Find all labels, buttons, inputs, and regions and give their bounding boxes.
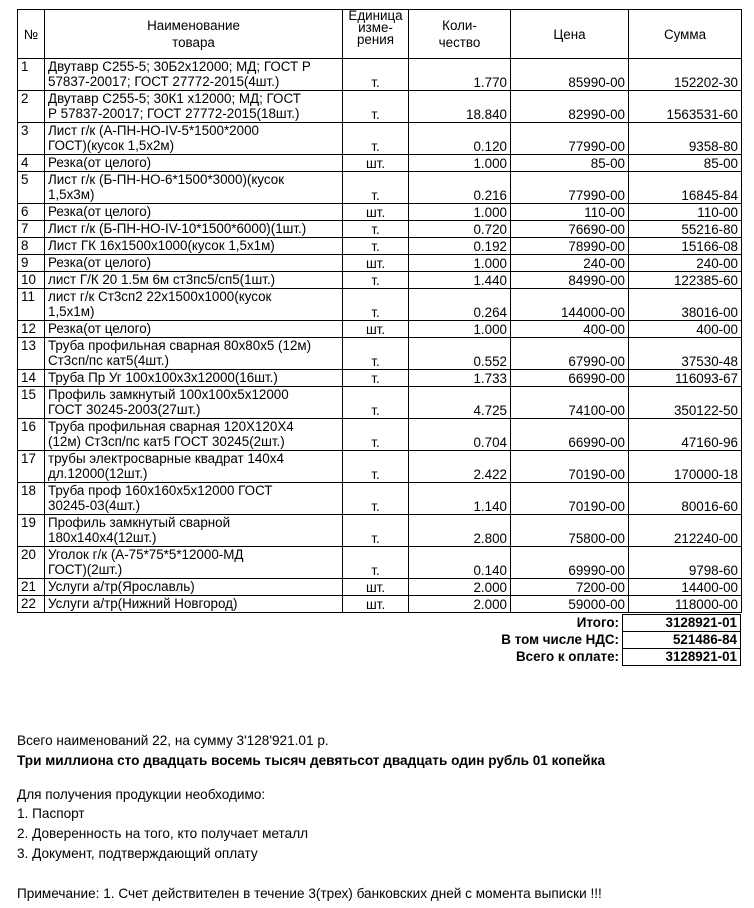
table-row: [18, 547, 742, 579]
requirement-item: 1. Паспорт: [17, 806, 85, 821]
row-quantity: 0.704: [409, 419, 511, 451]
totals-row-nds: [326, 632, 741, 649]
itogo-label: Итого:: [576, 615, 619, 630]
header-unit: Единица изме- рения: [343, 10, 409, 59]
row-unit: шт.: [343, 579, 409, 596]
row-sum: 14400-00: [629, 579, 742, 596]
row-number: 19: [18, 515, 45, 547]
row-price: 85-00: [511, 155, 629, 172]
table-row: [18, 272, 742, 289]
row-quantity: 18.840: [409, 91, 511, 123]
row-unit: т.: [343, 338, 409, 370]
row-unit: шт.: [343, 321, 409, 338]
row-quantity: 1.000: [409, 321, 511, 338]
itogo-value: 3128921-01: [623, 615, 741, 632]
row-quantity: 1.733: [409, 370, 511, 387]
row-price: 85990-00: [511, 59, 629, 91]
row-item-name: Труба профильная сварная 80х80х5 (12м) Ст3сп/пс кат5(4шт.): [45, 338, 343, 370]
summary-words-line: Три миллиона сто двадцать восемь тысяч девятьсот двадцать один рубль 01 копейка: [17, 753, 606, 768]
row-number: 11: [18, 289, 45, 321]
row-item-name: Лист г/к (А-ПН-НО-IV-5*1500*2000 ГОСТ)(кусок 1,5х2м): [45, 123, 343, 155]
invoice-table: [17, 9, 742, 613]
row-item-name: лист Г/К 20 1.5м 6м ст3пс5/сп5(1шт.): [45, 272, 343, 289]
row-unit: т.: [343, 172, 409, 204]
row-quantity: 0.120: [409, 123, 511, 155]
row-number: 7: [18, 221, 45, 238]
row-sum: 118000-00: [629, 596, 742, 613]
row-unit: т.: [343, 419, 409, 451]
row-item-name: Лист г/к (Б-ПН-НО-6*1500*3000)(кусок 1,5х3м): [45, 172, 343, 204]
row-item-name: Двутавр С255-5; 30К1 х12000; МД; ГОСТ Р 57837-20017; ГОСТ 27772-2015(18шт.): [45, 91, 343, 123]
row-item-name: Резка(от целого): [45, 204, 343, 221]
table-row: [18, 515, 742, 547]
total-value: 3128921-01: [623, 649, 741, 666]
row-number: 21: [18, 579, 45, 596]
row-item-name: Услуги а/тр(Ярославль): [45, 579, 343, 596]
row-price: 70190-00: [511, 483, 629, 515]
row-item-name: Профиль замкнутый 100х100х5х12000 ГОСТ 30245-2003(27шт.): [45, 387, 343, 419]
row-sum: 122385-60: [629, 272, 742, 289]
row-quantity: 2.000: [409, 596, 511, 613]
row-quantity: 1.000: [409, 255, 511, 272]
row-sum: 170000-18: [629, 451, 742, 483]
header-num: №: [18, 10, 45, 59]
row-price: 144000-00: [511, 289, 629, 321]
row-item-name: Профиль замкнутый сварной 180х140х4(12шт.): [45, 515, 343, 547]
row-price: 75800-00: [511, 515, 629, 547]
row-price: 59000-00: [511, 596, 629, 613]
row-price: 77990-00: [511, 123, 629, 155]
table-row: [18, 238, 742, 255]
row-price: 84990-00: [511, 272, 629, 289]
row-unit: шт.: [343, 204, 409, 221]
row-price: 76690-00: [511, 221, 629, 238]
row-sum: 47160-96: [629, 419, 742, 451]
row-price: 77990-00: [511, 172, 629, 204]
row-quantity: 1.000: [409, 155, 511, 172]
row-quantity: 1.440: [409, 272, 511, 289]
row-sum: 152202-30: [629, 59, 742, 91]
row-price: 66990-00: [511, 370, 629, 387]
row-price: 69990-00: [511, 547, 629, 579]
row-quantity: 4.725: [409, 387, 511, 419]
row-number: 10: [18, 272, 45, 289]
row-price: 78990-00: [511, 238, 629, 255]
row-quantity: 1.140: [409, 483, 511, 515]
row-price: 240-00: [511, 255, 629, 272]
row-sum: 9358-80: [629, 123, 742, 155]
row-unit: т.: [343, 370, 409, 387]
row-sum: 110-00: [629, 204, 742, 221]
row-price: 7200-00: [511, 579, 629, 596]
row-number: 5: [18, 172, 45, 204]
row-unit: т.: [343, 59, 409, 91]
summary-count-line: Всего наименований 22, на сумму 3'128'921.01 р.: [17, 733, 329, 748]
table-row: [18, 579, 742, 596]
validity-note: Примечание: 1. Счет действителен в течение 3(трех) банковских дней с момента выписки !!!: [17, 886, 602, 901]
invoice-sheet: [17, 9, 741, 666]
table-row: [18, 255, 742, 272]
row-item-name: Лист г/к (Б-ПН-НО-IV-10*1500*6000)(1шт.): [45, 221, 343, 238]
row-item-name: лист г/к Ст3сп2 22х1500х1000(кусок 1,5х1м): [45, 289, 343, 321]
row-sum: 9798-60: [629, 547, 742, 579]
row-unit: шт.: [343, 596, 409, 613]
row-unit: т.: [343, 289, 409, 321]
row-number: 3: [18, 123, 45, 155]
row-unit: шт.: [343, 155, 409, 172]
header-sum: Сумма: [629, 10, 742, 59]
row-number: 18: [18, 483, 45, 515]
row-sum: 80016-60: [629, 483, 742, 515]
row-unit: шт.: [343, 255, 409, 272]
header-name: Наименование товара: [45, 10, 343, 59]
nds-label: В том числе НДС:: [501, 632, 619, 647]
row-item-name: Резка(от целого): [45, 321, 343, 338]
table-row: [18, 387, 742, 419]
table-row: [18, 172, 742, 204]
row-item-name: Уголок г/к (А-75*75*5*12000-МД ГОСТ)(2шт.): [45, 547, 343, 579]
row-number: 22: [18, 596, 45, 613]
row-price: 66990-00: [511, 419, 629, 451]
row-sum: 55216-80: [629, 221, 742, 238]
row-quantity: 0.720: [409, 221, 511, 238]
row-sum: 212240-00: [629, 515, 742, 547]
row-item-name: Резка(от целого): [45, 155, 343, 172]
row-number: 16: [18, 419, 45, 451]
total-label: Всего к оплате:: [516, 649, 619, 664]
row-quantity: 2.422: [409, 451, 511, 483]
row-unit: т.: [343, 221, 409, 238]
requirement-item: 2. Доверенность на того, кто получает металл: [17, 826, 309, 841]
row-unit: т.: [343, 515, 409, 547]
table-row: [18, 221, 742, 238]
table-row: [18, 483, 742, 515]
row-item-name: трубы электросварные квадрат 140х4 дл.12000(12шт.): [45, 451, 343, 483]
row-quantity: 0.140: [409, 547, 511, 579]
header-qty: Коли- чество: [409, 10, 511, 59]
row-sum: 350122-50: [629, 387, 742, 419]
row-quantity: 2.800: [409, 515, 511, 547]
row-item-name: Труба проф 160х160х5х12000 ГОСТ 30245-03(4шт.): [45, 483, 343, 515]
row-sum: 38016-00: [629, 289, 742, 321]
table-row: [18, 289, 742, 321]
row-unit: т.: [343, 91, 409, 123]
row-number: 1: [18, 59, 45, 91]
row-sum: 85-00: [629, 155, 742, 172]
row-item-name: Услуги а/тр(Нижний Новгород): [45, 596, 343, 613]
row-quantity: 1.000: [409, 204, 511, 221]
row-price: 82990-00: [511, 91, 629, 123]
row-sum: 37530-48: [629, 338, 742, 370]
requirements-title: Для получения продукции необходимо:: [17, 787, 266, 802]
table-row: [18, 155, 742, 172]
row-unit: т.: [343, 451, 409, 483]
table-body: [18, 59, 742, 613]
row-unit: т.: [343, 483, 409, 515]
row-quantity: 2.000: [409, 579, 511, 596]
row-number: 6: [18, 204, 45, 221]
table-row: [18, 204, 742, 221]
table-row: [18, 59, 742, 91]
table-row: [18, 596, 742, 613]
table-row: [18, 370, 742, 387]
row-quantity: 0.192: [409, 238, 511, 255]
row-quantity: 0.552: [409, 338, 511, 370]
table-row: [18, 419, 742, 451]
row-number: 2: [18, 91, 45, 123]
row-number: 13: [18, 338, 45, 370]
row-quantity: 1.770: [409, 59, 511, 91]
row-sum: 15166-08: [629, 238, 742, 255]
row-sum: 240-00: [629, 255, 742, 272]
row-item-name: Труба профильная сварная 120Х120Х4 (12м) Ст3сп/пс кат5 ГОСТ 30245(2шт.): [45, 419, 343, 451]
row-number: 12: [18, 321, 45, 338]
row-price: 74100-00: [511, 387, 629, 419]
row-number: 4: [18, 155, 45, 172]
table-row: [18, 91, 742, 123]
row-number: 14: [18, 370, 45, 387]
totals-block: [326, 614, 741, 666]
row-sum: 400-00: [629, 321, 742, 338]
row-quantity: 0.264: [409, 289, 511, 321]
row-sum: 1563531-60: [629, 91, 742, 123]
row-item-name: Лист ГК 16х1500х1000(кусок 1,5х1м): [45, 238, 343, 255]
row-unit: т.: [343, 547, 409, 579]
row-unit: т.: [343, 272, 409, 289]
row-item-name: Резка(от целого): [45, 255, 343, 272]
table-row: [18, 451, 742, 483]
header-price: Цена: [511, 10, 629, 59]
row-price: 110-00: [511, 204, 629, 221]
row-number: 17: [18, 451, 45, 483]
row-unit: т.: [343, 123, 409, 155]
table-header-row: [18, 10, 742, 59]
row-price: 70190-00: [511, 451, 629, 483]
table-row: [18, 321, 742, 338]
table-row: [18, 338, 742, 370]
row-price: 400-00: [511, 321, 629, 338]
row-sum: 16845-84: [629, 172, 742, 204]
row-unit: т.: [343, 387, 409, 419]
row-number: 9: [18, 255, 45, 272]
row-number: 20: [18, 547, 45, 579]
row-item-name: Двутавр С255-5; 30Б2х12000; МД; ГОСТ Р 57837-20017; ГОСТ 27772-2015(4шт.): [45, 59, 343, 91]
row-number: 8: [18, 238, 45, 255]
nds-value: 521486-84: [623, 632, 741, 649]
row-quantity: 0.216: [409, 172, 511, 204]
row-unit: т.: [343, 238, 409, 255]
table-row: [18, 123, 742, 155]
totals-row-itogo: [326, 615, 741, 632]
row-sum: 116093-67: [629, 370, 742, 387]
row-item-name: Труба Пр Уг 100х100х3х12000(16шт.): [45, 370, 343, 387]
requirement-item: 3. Документ, подтверждающий оплату: [17, 846, 258, 861]
totals-row-total: [326, 649, 741, 666]
row-number: 15: [18, 387, 45, 419]
row-price: 67990-00: [511, 338, 629, 370]
